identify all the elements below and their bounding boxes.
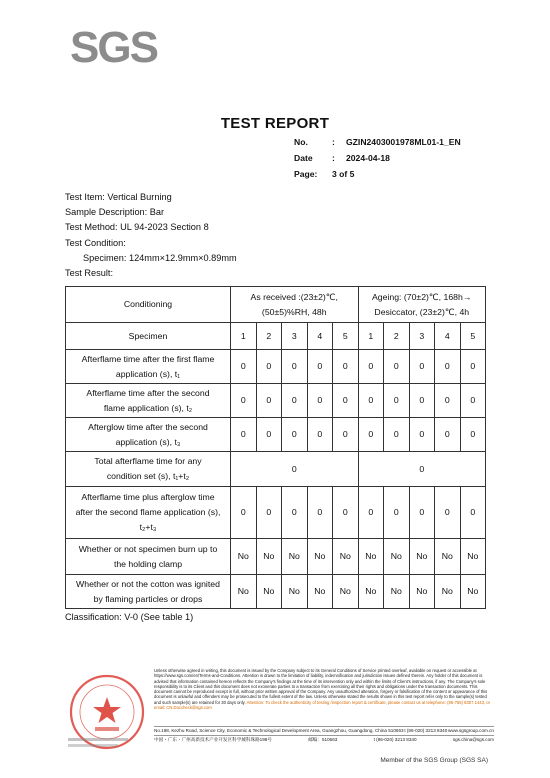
row-label-line: t₂+t₃ [139, 522, 157, 532]
cell-value: 0 [435, 487, 461, 539]
afterflame-t2-row [66, 384, 486, 418]
cell-value: No [307, 575, 333, 609]
burn-to-clamp-label [66, 539, 231, 575]
postcode: 邮编：510663 [308, 737, 338, 742]
phone: t (86-020) 3213 8340 [404, 728, 448, 733]
cell-value: 0 [460, 350, 486, 384]
row-label-line: Afterflame time after the second [86, 387, 210, 398]
afterflame-t1-label [66, 350, 231, 384]
cell-value: No [231, 575, 257, 609]
specimen-row [66, 323, 486, 350]
specimen-number: 4 [307, 323, 333, 350]
cell-value: No [333, 575, 359, 609]
row-label-line: Afterglow time after the second [88, 421, 208, 432]
cell-value: No [460, 575, 486, 609]
cell-value: 0 [333, 384, 359, 418]
cell-value: 0 [358, 384, 384, 418]
cell-value: 0 [333, 350, 359, 384]
row-label-line: application (s), t₃ [115, 436, 181, 447]
burn-to-clamp-row [66, 539, 486, 575]
cell-value: No [460, 539, 486, 575]
row-label-line: application (s), t₁ [115, 368, 181, 379]
cell-value: 0 [460, 487, 486, 539]
svg-text:SGS: SGS [70, 23, 157, 68]
terms-text: Unless otherwise agreed in writing, this document is issued by the Company subject to its General Conditions of Service printed overleaf, available on request or accessible at https://www.sgs.com/en/Terms-and-Conditions. Attention is drawn to the limitation of liability, indemnification and jurisdiction issues defined therein. Any holder of this document is advised that information contained hereon reflects the Company's findings at the time of its intervention only and within the limits of Client's instructions, if any. The Company's sole responsibility is to its Client and this document does not exonerate parties to a transaction from exercising all their rights and obligations under the transaction documents. This document cannot be reproduced except in full, without prior written approval of the Company. Any unauthorized alteration, forgery or falsification of the content or appearance of this document is unlawful and offenders may be prosecuted to the fullest extent of the law. Unless otherwise stated the results shown in this test report refer only to the sample(s) tested and such sample(s) are retained for 30 days only. [154, 668, 488, 705]
footer [62, 668, 492, 752]
cell-value: No [282, 575, 308, 609]
cell-value: 0 [256, 384, 282, 418]
cell-value: 0 [435, 350, 461, 384]
specimen-number: 4 [435, 323, 461, 350]
test-item: Test Item: Vertical Burning [65, 192, 172, 202]
sample-description: Sample Description: Bar [65, 207, 165, 218]
report-date-label: Date [294, 153, 313, 163]
specimen-number: 3 [409, 323, 435, 350]
address-cn: 中国・广东・广州高新技术产业开发区科学城科珠路198号 [154, 737, 272, 742]
report-title: TEST REPORT [220, 115, 330, 132]
separator: : [332, 153, 335, 163]
row-label-line: Whether or not the cotton was ignited [76, 578, 220, 589]
cell-value: No [256, 575, 282, 609]
phone: t (86-020) 3213 8340 [373, 737, 417, 742]
cotton-ignited-row [66, 575, 486, 609]
report-number-value: GZIN2403001978ML01-1_EN [346, 137, 461, 147]
afterflame-plus-afterglow-row [66, 487, 486, 539]
row-label-line: flame application (s), t₂ [103, 402, 193, 413]
specimen-number: 5 [460, 323, 486, 350]
cell-value: No [256, 539, 282, 575]
cell-value: 0 [307, 384, 333, 418]
cell-value: 0 [231, 418, 257, 452]
specimen-label: Specimen [66, 323, 231, 350]
cell-value: 0 [384, 487, 410, 539]
specimen-size: Specimen: 124mm×12.9mm×0.89mm [83, 252, 237, 263]
cell-value: 0 [231, 384, 257, 418]
terms-fine-print [154, 668, 494, 710]
cell-value: 0 [409, 418, 435, 452]
cell-value: No [231, 539, 257, 575]
test-result-heading: Test Result: [65, 267, 113, 278]
row-label-line: Whether or not specimen burn up to [78, 543, 218, 554]
cell-value: No [358, 539, 384, 575]
address-line-cn [154, 735, 494, 744]
cell-value: 0 [384, 418, 410, 452]
website: www.sgsgroup.com.cn [448, 728, 494, 733]
cell-value: 0 [409, 384, 435, 418]
specimen-number: 1 [231, 323, 257, 350]
cell-value: 0 [256, 350, 282, 384]
afterglow-t3-label [66, 418, 231, 452]
cell-value: 0 [307, 418, 333, 452]
row-label-line: the holding clamp [113, 558, 183, 569]
total-afterflame-row [66, 452, 486, 487]
specimen-number: 2 [384, 323, 410, 350]
cell-value: 0 [460, 384, 486, 418]
cell-value: 0 [256, 487, 282, 539]
row-label-line: after the second flame application (s), [75, 507, 221, 517]
cell-value: 0 [282, 487, 308, 539]
cell-value: 0 [358, 487, 384, 539]
total-afterflame-label [66, 452, 231, 487]
test-method: Test Method: UL 94-2023 Section 8 [65, 222, 209, 233]
cell-value: 0 [231, 350, 257, 384]
cell-value: 0 [384, 384, 410, 418]
row-label-line: Afterflame time plus afterglow time [81, 492, 215, 502]
address-en: No.198, Kezhu Road, Science City, Economic & Technological Development Area, Guangzhou, Guangdong, China 510663 [154, 728, 404, 733]
member-of-sgs-group: Member of the SGS Group (SGS SA) [380, 757, 488, 764]
cell-value: 0 [409, 350, 435, 384]
condition-as-received [231, 287, 359, 323]
cotton-ignited-label [66, 575, 231, 609]
cell-value: 0 [384, 350, 410, 384]
classification-result: Classification: V-0 (See table 1) [65, 612, 194, 622]
cell-value: No [358, 575, 384, 609]
total-value-as-received: 0 [231, 452, 359, 487]
cell-value: No [307, 539, 333, 575]
row-label-line: by flaming particles or drops [93, 593, 203, 604]
specimen-number: 3 [282, 323, 308, 350]
cell-value: 0 [358, 418, 384, 452]
row-label-line: condition set (s), t₁+t₂ [106, 471, 190, 481]
specimen-number: 2 [256, 323, 282, 350]
afterflame-plus-afterglow-label [66, 487, 231, 539]
cell-value: 0 [333, 418, 359, 452]
authenticity-notice: Attention: To check the authenticity of testing /inspection report & certificate, please contact us at telephone: (86-755) 8307 1443, or email: CN.Doccheck@sgs.com [154, 699, 490, 711]
condition-as-received-line1: As received :(23±2)℃, [250, 291, 338, 302]
report-meta [294, 134, 461, 182]
report-date-value: 2024-04-18 [346, 153, 390, 163]
conditioning-row [66, 287, 486, 323]
address-line-en [154, 726, 494, 735]
separator: : [332, 137, 335, 147]
conditioning-label: Conditioning [66, 287, 231, 323]
cell-value: No [384, 539, 410, 575]
cell-value: 0 [460, 418, 486, 452]
report-page-row [294, 166, 461, 182]
row-label-line: Total afterflame time for any [94, 456, 202, 466]
cell-value: 0 [435, 384, 461, 418]
condition-as-received-line2: (50±5)%RH, 48h [261, 306, 327, 317]
cell-value: 0 [358, 350, 384, 384]
test-condition: Test Condition: [65, 237, 126, 248]
company-seal-stamp [62, 672, 152, 752]
cell-value: 0 [409, 487, 435, 539]
cell-value: 0 [307, 487, 333, 539]
condition-ageing-line1: Ageing: (70±2)℃, 168h→ [372, 291, 472, 302]
specimen-number: 1 [358, 323, 384, 350]
report-number-row [294, 134, 461, 150]
cell-value: 0 [307, 350, 333, 384]
specimen-number: 5 [333, 323, 359, 350]
total-value-ageing: 0 [358, 452, 486, 487]
cell-value: 0 [435, 418, 461, 452]
cell-value: No [282, 539, 308, 575]
cell-value: No [409, 539, 435, 575]
report-page-value: 3 of 5 [332, 169, 355, 179]
condition-ageing-line2: Desiccator, (23±2)℃, 4h [374, 306, 470, 317]
cell-value: No [409, 575, 435, 609]
results-table [65, 286, 486, 609]
cell-value: No [435, 575, 461, 609]
afterglow-t3-row [66, 418, 486, 452]
test-info [65, 190, 237, 281]
report-page-label: Page: [294, 169, 318, 179]
afterflame-t2-label [66, 384, 231, 418]
cell-value: No [384, 575, 410, 609]
cell-value: 0 [282, 384, 308, 418]
cell-value: No [435, 539, 461, 575]
cell-value: 0 [282, 350, 308, 384]
report-number-label: No. [294, 137, 308, 147]
sgs-logo [68, 20, 168, 68]
cell-value: No [333, 539, 359, 575]
cell-value: 0 [231, 487, 257, 539]
report-date-row [294, 150, 461, 166]
cell-value: 0 [333, 487, 359, 539]
email: sgs.china@sgs.com [452, 737, 494, 742]
row-label-line: Afterflame time after the first flame [81, 353, 215, 364]
cell-value: 0 [256, 418, 282, 452]
company-address [154, 726, 494, 744]
afterflame-t1-row [66, 350, 486, 384]
condition-ageing [358, 287, 486, 323]
cell-value: 0 [282, 418, 308, 452]
